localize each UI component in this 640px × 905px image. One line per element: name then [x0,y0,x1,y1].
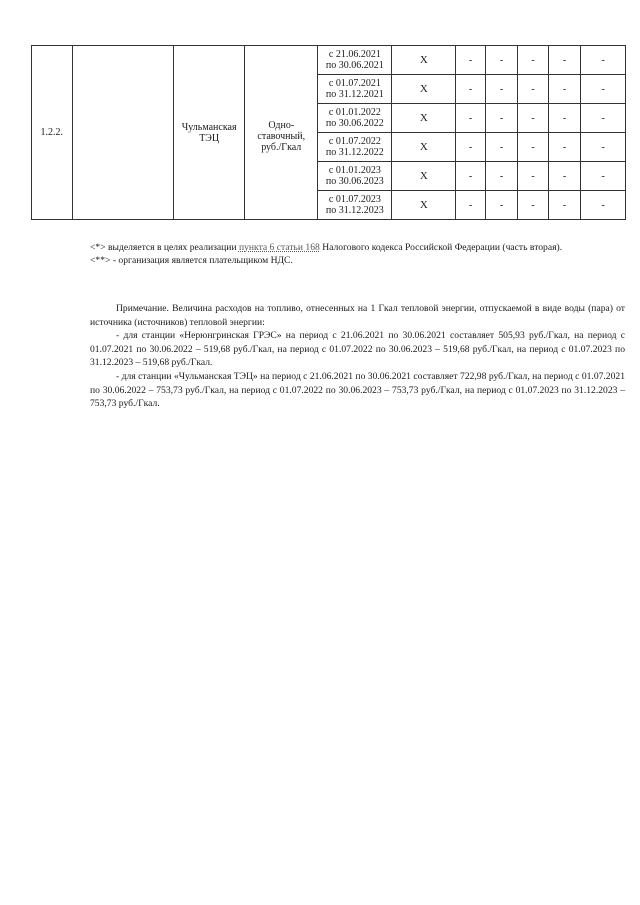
period-cell [318,46,392,75]
value-cell: - [518,133,548,162]
value-cell: - [518,46,548,75]
period-cell [318,162,392,191]
period-from: с 01.01.2023 [328,165,381,176]
value-cell: - [456,162,485,191]
station-name-cell: Чульманская ТЭЦ [174,46,245,220]
value-cell: - [548,46,580,75]
value-cell: - [581,46,626,75]
footnote-1-text: выделяется в целях реализации [105,242,239,253]
mark-cell: X [392,162,456,191]
period-to: по 30.06.2022 [325,118,384,129]
value-cell: - [581,75,626,104]
value-cell: - [581,162,626,191]
period-cell [318,133,392,162]
value-cell: - [456,46,485,75]
period-cell [318,75,392,104]
footnote-2 [90,254,625,267]
mark-cell: X [392,133,456,162]
value-cell: - [548,104,580,133]
period-cell [318,191,392,220]
footnote-1-marker: <*> [90,242,106,253]
value-cell: - [548,162,580,191]
mark-cell: X [392,75,456,104]
value-cell: - [485,162,517,191]
row-number-cell: 1.2.2. [32,46,73,220]
value-cell: - [548,133,580,162]
value-cell: - [485,46,517,75]
tariff-table [31,45,626,220]
remark-item-chulman: - для станции «Чульманская ТЭЦ» на период с 21.06.2021 по 30.06.2021 составляет 722,98 руб./Гкал, на период с 01.07.2021 по 30.06.2022 – 753,73 руб./Гкал, на период с 01.07.2022 по 30.06.2023 – 753,73 руб./Гкал, на период с 01.07.2023 по 31.12.2023 – 753,73 руб./Гкал. [90,370,625,410]
value-cell: - [518,104,548,133]
period-from: с 01.07.2023 [328,194,381,205]
fuel-cost-remark [90,302,625,411]
footnotes [90,241,625,267]
tax-code-link[interactable]: пункта 6 статьи 168 [238,242,320,253]
footnote-1 [90,241,625,254]
value-cell: - [581,104,626,133]
empty-cell [72,46,174,220]
value-cell: - [485,133,517,162]
period-from: с 01.07.2021 [328,78,381,89]
footnote-1-text-end: Налогового кодекса Российской Федерации (часть вторая). [319,242,563,253]
tariff-type-cell: Одно-ставочный, руб./Гкал [245,46,318,220]
period-to: по 31.12.2021 [325,89,384,100]
value-cell: - [548,191,580,220]
period-to: по 31.12.2022 [325,147,384,158]
value-cell: - [518,191,548,220]
period-from: с 01.01.2022 [328,107,381,118]
period-to: по 31.12.2023 [325,205,384,216]
period-from: с 21.06.2021 [328,49,381,60]
period-to: по 30.06.2021 [325,60,384,71]
value-cell: - [581,133,626,162]
value-cell: - [518,75,548,104]
remark-intro: Примечание. Величина расходов на топливо, отнесенных на 1 Гкал тепловой энергии, отпускаемой в виде воды (пара) от источника (источников) тепловой энергии: [90,303,625,328]
value-cell: - [548,75,580,104]
footnote-2-text: - организация является плательщиком НДС. [110,255,293,266]
mark-cell: X [392,46,456,75]
mark-cell: X [392,104,456,133]
value-cell: - [456,191,485,220]
value-cell: - [456,133,485,162]
value-cell: - [456,75,485,104]
value-cell: - [485,191,517,220]
footnote-2-marker: <**> [90,255,111,266]
value-cell: - [485,75,517,104]
table-row [32,46,626,75]
remark-item-neryungri: - для станции «Нерюнгринская ГРЭС» на период с 21.06.2021 по 30.06.2021 составляет 505,93 руб./Гкал, на период с 01.07.2021 по 30.06.2022 – 519,68 руб./Гкал, на период с 01.07.2022 по 30.06.2023 – 519,68 руб./Гкал, на период с 01.07.2023 по 31.12.2023 – 519,68 руб./Гкал. [90,330,625,369]
value-cell: - [485,104,517,133]
value-cell: - [518,162,548,191]
period-cell [318,104,392,133]
period-to: по 30.06.2023 [325,176,384,187]
value-cell: - [581,191,626,220]
value-cell: - [456,104,485,133]
period-from: с 01.07.2022 [328,136,381,147]
mark-cell: X [392,191,456,220]
